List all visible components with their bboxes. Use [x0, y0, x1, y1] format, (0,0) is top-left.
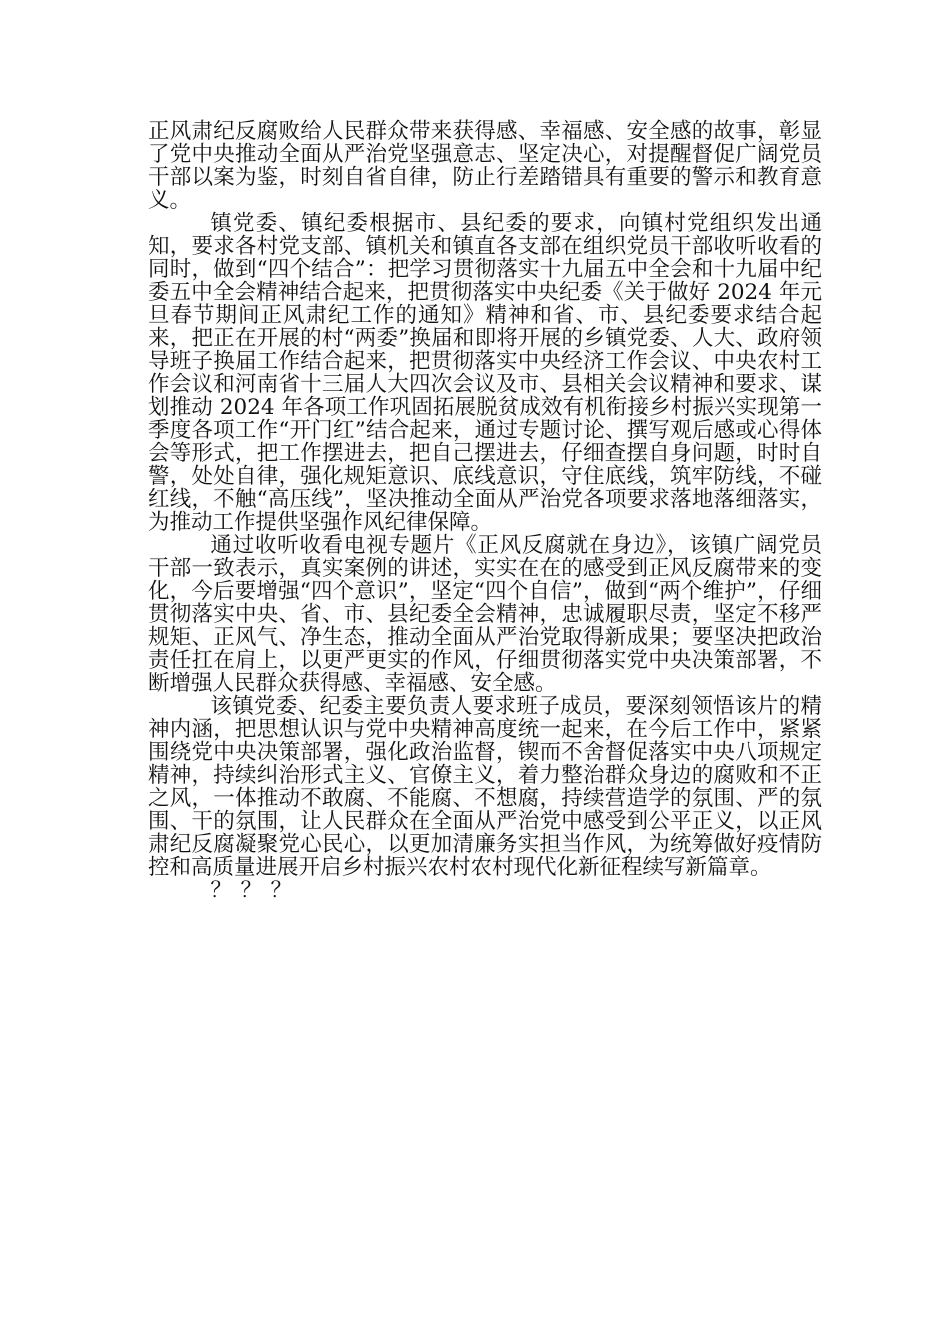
paragraph-leadership-requirements: 该镇党委、纪委主要负责人要求班子成员，要深刻领悟该片的精神内涵，把思想认识与党中央精神高度统一起来，在今后工作中，紧紧围绕党中央决策部署，强化政治监督，锲而不舍督促落实中央八项规定精神，持续纠治形式主义、官僚主义，着力整治群众身边的腐败和不正之风，一体推动不敢腐、不能腐、不想腐，持续营造学的氛围、严的氛围、干的氛围，让人民群众在全面从严治党中感受到公平正义，以正风肃纪反腐凝聚党心民心，以更加清廉务实担当作风，为统筹做好疫情防控和高质量进展开启乡村振兴农村农村现代化新征程续写新篇章。	[148, 694, 822, 880]
document-page	[148, 120, 822, 902]
paragraph-four-combinations: 镇党委、镇纪委根据市、县纪委的要求，向镇村党组织发出通知，要求各村党支部、镇机关和镇直各支部在组织党员干部收听收看的同时，做到“四个结合”：把学习贯彻落实十九届五中全会和十九届中纪委五中全会精神结合起来，把贯彻落实中央纪委《关于做好 2024 年元旦春节期间正风肃纪工作的通知》精神和省、市、县纪委要求结合起来，把正在开展的村“两委”换届和即将开展的乡镇党委、人大、政府领导班子换届工作结合起来，把贯彻落实中央经济工作会议、中央农村工作会议和河南省十三届人大四次会议及市、县相关会议精神和要求、谋划推动 2024 年各项工作巩固拓展脱贫成效有机衔接乡村振兴实现第一季度各项工作“开门红”结合起来，通过专题讨论、撰写观后感或心得体会等形式，把工作摆进去，把自己摆进去，仔细查摆自身问题，时时自警，处处自律，强化规矩意识、底线意识，守住底线，筑牢防线，不碰红线，不触“高压线”，坚决推动全面从严治党各项要求落地落细落实，为推动工作提供坚强作风纪律保障。	[148, 211, 822, 535]
paragraph-cadre-response: 通过收听收看电视专题片《正风反腐就在身边》，该镇广阔党员干部一致表示，真实案例的讲述，实实在在的感受到正风反腐带来的变化，今后要增强“四个意识”，坚定“四个自信”，做到“两个维护”，仔细贯彻落实中央、省、市、县纪委全会精神，忠诚履职尽责，坚定不移严规矩、正风气、净生态，推动全面从严治党取得新成果；要坚决把政治责任扛在肩上，以更严更实的作风，仔细贯彻落实党中央决策部署，不断增强人民群众获得感、幸福感、安全感。	[148, 533, 822, 696]
trailing-question-marks: ？？？	[210, 878, 301, 903]
paragraph-continued: 正风肃纪反腐败给人民群众带来获得感、幸福感、安全感的故事，彰显了党中央推动全面从严治党坚强意志、坚定决心，对提醒督促广阔党员干部以案为鉴，时刻自省自律，防止行差踏错具有重要的警示和教育意义。	[148, 119, 822, 213]
